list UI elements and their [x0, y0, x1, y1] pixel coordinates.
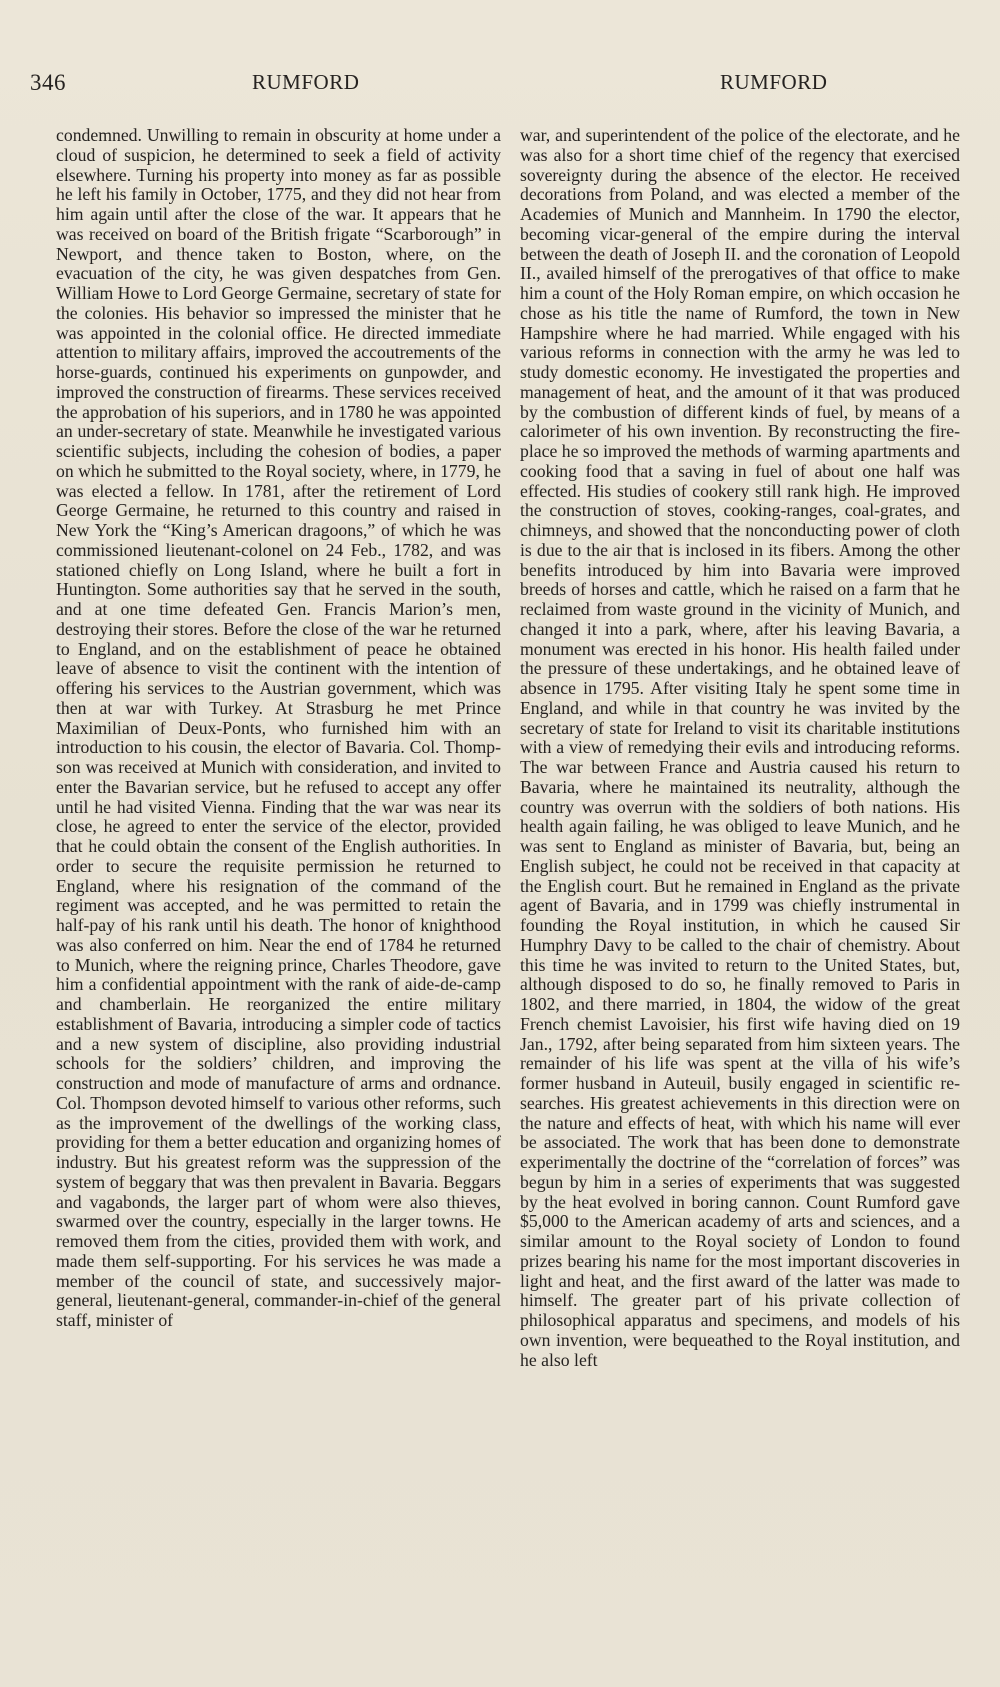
- left-running-title: RUMFORD: [252, 70, 360, 94]
- left-column-text: condemned. Unwilling to remain in obscurity at home under a cloud of suspicion, he determined to seek a field of activity elsewhere. Turning his property into money as far as possible he left his family in October, 1775, and they did not hear from him again until after the close of the war. It appears that he was received on board of the British frigate “Scarborough” in Newport, and thence taken to Boston, where, on the evacuation of the city, he was given despatches from Gen. William Howe to Lord George Germaine, secretary of state for the colonies. His behavior so impressed the minister that he was appointed in the colonial office. He directed immediate attention to military affairs, improved the accoutrements of the horse-guards, continued his experiments on gunpowder, and improved the construction of firearms. These services received the approbation of his superiors, and in 1780 he was appointed an under-secretary of state. Meanwhile he investigated various scientific subjects, including the cohesion of bodies, a paper on which he submitted to the Royal society, where, in 1779, he was elected a fellow. In 1781, after the retirement of Lord George Germaine, he returned to this country and raised in New York the “King’s American dragoons,” of which he was commissioned lieutenant-colonel on 24 Feb., 1782, and was stationed chiefly on Long Island, where he built a fort in Huntington. Some authorities say that he served in the south, and at one time defeated Gen. Francis Marion’s men, destroying their stores. Before the close of the war he returned to England, and on the establishment of peace he obtained leave of absence to visit the continent with the intention of offering his services to the Austrian government, which was then at war with Turkey. At Strasburg he met Prince Maximilian of Deux-Ponts, who furnished him with an introduction to his cousin, the elector of Bavaria. Col. Thompson was received at Munich with consideration, and invited to enter the Bavarian service, but he refused to accept any offer until he had visited Vienna. Finding that the war was near its close, he agreed to enter the service of the elector, provided that he could obtain the consent of the English authorities. In order to secure the requisite permission he returned to England, where his resignation of the command of the regiment was accepted, and he was permitted to retain the half-pay of his rank until his death. The honor of knighthood was also conferred on him. Near the end of 1784 he returned to Munich, where the reigning prince, Charles Theodore, gave him a confidential appointment with the rank of aide-de-camp and chamberlain. He reorganized the entire military establishment of Bavaria, introducing a simpler code of tactics and a new system of discipline, also providing industrial schools for the soldiers’ children, and improving the construction and mode of manufacture of arms and ordnance. Col. Thompson devoted himself to various other reforms, such as the improvement of the dwellings of the working class, providing for them a better education and organizing homes of industry. But his greatest reform was the suppression of the system of beggary that was then prevalent in Bavaria. Beggars and vagabonds, the larger part of whom were also thieves, swarmed over the country, especially in the larger towns. He removed them from the cities, provided them with work, and made them self-supporting. For his services he was made a member of the council of state, and successively major-general, lieutenant-general, commander-in-chief of the general staff, minister of: [56, 125, 501, 1330]
- right-column-text: war, and superintendent of the police of the electorate, and he was also for a short time chief of the regency that exercised sovereignty during the absence of the elector. He received decorations from Poland, and was elected a member of the Academies of Munich and Mannheim. In 1790 the elector, becoming vicar-general of the empire during the interval between the death of Joseph II. and the coronation of Leopold II., availed himself of the prerogatives of that office to make him a count of the Holy Roman empire, on which occasion he chose as his title the name of Rumford, the town in New Hampshire where he had married. While engaged with his various reforms in connection with the army he was led to study domestic economy. He investigated the properties and management of heat, and the amount of it that was produced by the combustion of different kinds of fuel, by means of a calorimeter of his own invention. By reconstructing the fire-place he so improved the methods of warming apartments and cooking food that a saving in fuel of about one half was effected. His studies of cookery still rank high. He improved the construction of stoves, cooking-ranges, coal-grates, and chimneys, and showed that the nonconducting power of cloth is due to the air that is inclosed in its fibers. Among the other benefits introduced by him into Bavaria were improved breeds of horses and cattle, which he raised on a farm that he reclaimed from waste ground in the vicinity of Munich, and changed it into a park, where, after his leaving Bavaria, a monument was erected in his honor. His health failed under the pressure of these undertakings, and he obtained leave of absence in 1795. After visiting Italy he spent some time in England, and while in that country he was invited by the secretary of state for Ireland to visit its charitable institutions with a view of remedying their evils and introducing reforms. The war between France and Austria caused his return to Bavaria, where he maintained its neutrality, although the country was overrun with the soldiers of both nations. His health again failing, he was obliged to leave Munich, and he was sent to England as minister of Bavaria, but, being an English subject, he could not be received in that capacity at the English court. But he remained in England as the private agent of Bavaria, and in 1799 was chiefly instrumental in founding the Royal institution, in which he caused Sir Humphry Davy to be called to the chair of chemistry. About this time he was invited to return to the United States, but, although disposed to do so, he finally removed to Paris in 1802, and there married, in 1804, the widow of the great French chemist Lavoisier, his first wife having died on 19 Jan., 1792, after being separated from him sixteen years. The remainder of his life was spent at the villa of his wife’s former husband in Auteuil, busily engaged in scientific researches. His greatest achievements in this direction were on the nature and effects of heat, with which his name will ever be associated. The work that has been done to demonstrate experimentally the doctrine of the “correlation of forces” was begun by him in a series of experiments that was suggested by the heat evolved in boring cannon. Count Rumford gave $5,000 to the American academy of arts and sciences, and a similar amount to the Royal society of London to found prizes bearing his name for the most important discoveries in light and heat, and the first award of the latter was made to himself. The greater part of his private collection of philosophical apparatus and specimens, and models of his own invention, were bequeathed to the Royal institution, and he also left: [520, 125, 960, 1370]
- right-running-title: RUMFORD: [720, 70, 828, 94]
- left-column: [56, 126, 501, 1331]
- page-header: [30, 70, 970, 100]
- right-column: [520, 126, 960, 1370]
- page-number: 346: [30, 70, 66, 95]
